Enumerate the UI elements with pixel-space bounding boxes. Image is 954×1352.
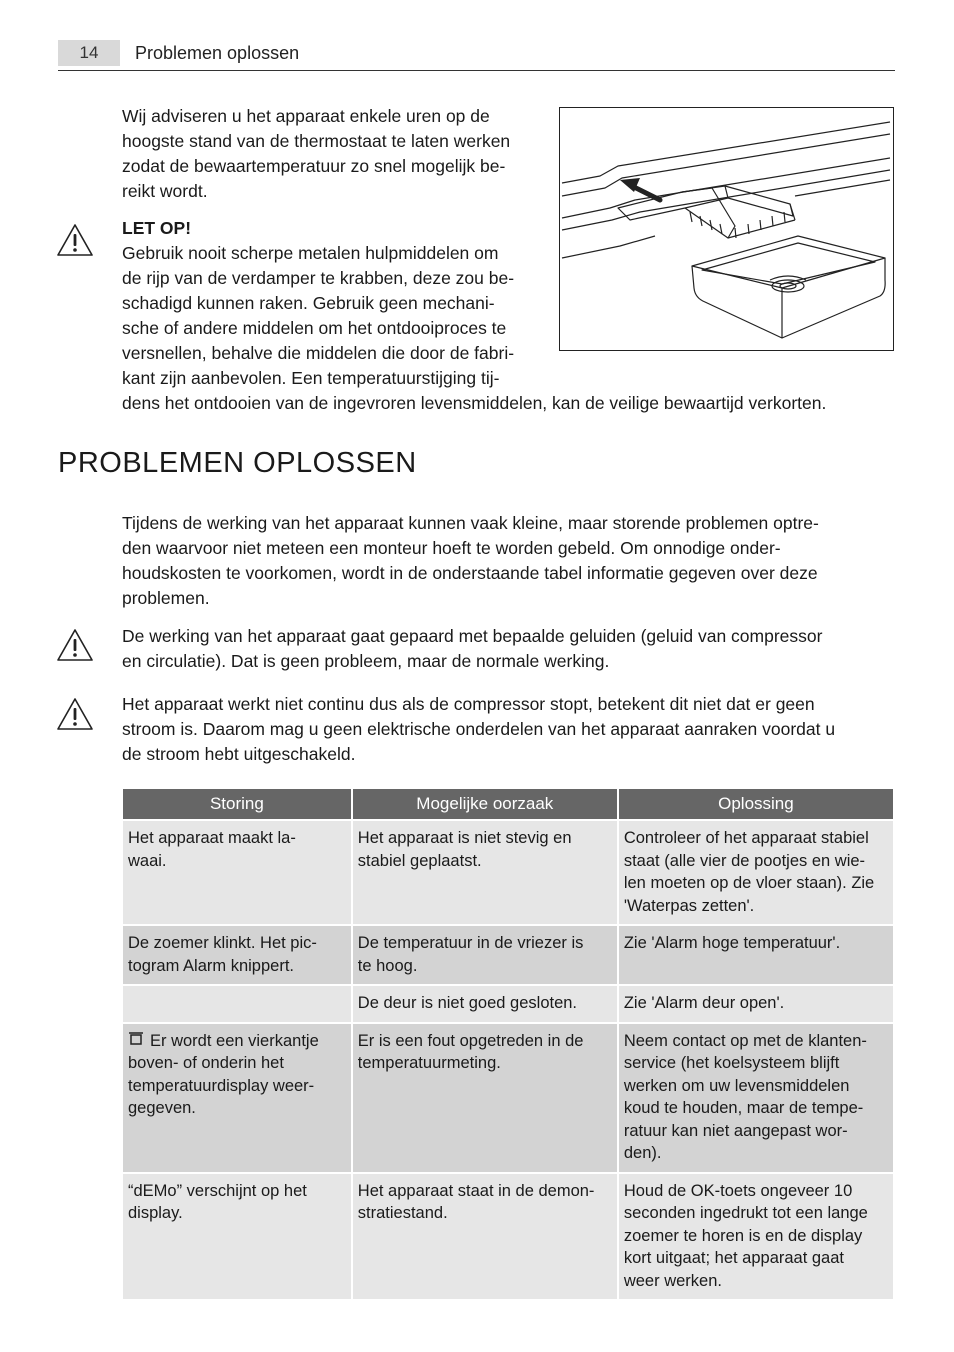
cell-line: Er is een fout opgetreden in de bbox=[357, 1031, 584, 1050]
text-line: stroom is. Daarom mag u geen elektrische onderdelen van het apparaat aanraken voordat u bbox=[122, 719, 836, 739]
text-line: kant zijn aanbevolen. Een temperatuurstijging tij- bbox=[122, 368, 500, 388]
cell-line: gegeven. bbox=[128, 1099, 196, 1117]
cell-line: waai. bbox=[128, 851, 167, 870]
table-row bbox=[123, 986, 893, 1022]
problem-cell bbox=[123, 1174, 351, 1300]
text-line: Wij adviseren u het apparaat enkele uren op de bbox=[122, 106, 490, 126]
text-line: hoogste stand van de thermostaat te laten werken bbox=[122, 131, 511, 151]
cell-line: zoemer te horen is en de display bbox=[623, 1226, 863, 1245]
text-line: dens het ontdooien van de ingevroren levensmiddelen, kan de veilige bewaartijd verkorten. bbox=[122, 393, 827, 413]
table-header-row bbox=[123, 789, 893, 819]
cell-line: 'Waterpas zetten'. bbox=[623, 896, 755, 915]
cell-line: service (het koelsysteem blijft bbox=[623, 1054, 840, 1072]
text-line: schadigd kunnen raken. Gebruik geen mechani- bbox=[122, 293, 495, 313]
text-line: Tijdens de werking van het apparaat kunnen vaak kleine, maar storende problemen optre- bbox=[122, 513, 819, 533]
section-title: PROBLEMEN OPLOSSEN bbox=[58, 447, 417, 479]
cell-line: “dEMo” verschijnt op het bbox=[128, 1181, 307, 1200]
cell-line: stabiel geplaatst. bbox=[357, 851, 482, 870]
cell-line: boven- of onderin het bbox=[128, 1054, 284, 1072]
column-header-oplossing: Oplossing bbox=[619, 789, 893, 819]
cause-cell bbox=[353, 986, 617, 1022]
cell-line: koud te houden, maar de tempe- bbox=[623, 1099, 864, 1117]
text-line: De werking van het apparaat gaat gepaard met bepaalde geluiden (geluid van compressor bbox=[122, 626, 823, 646]
cell-line: stratiestand. bbox=[357, 1204, 448, 1222]
solution-cell bbox=[619, 1024, 893, 1172]
cell-line: Controleer of het apparaat stabiel bbox=[623, 829, 869, 847]
cell-line: De temperatuur in de vriezer is bbox=[357, 934, 584, 952]
table-row bbox=[123, 821, 893, 924]
note-sounds bbox=[122, 624, 822, 674]
text-line: reikt wordt. bbox=[122, 181, 208, 201]
cell-line: De zoemer klinkt. Het pic- bbox=[128, 934, 317, 952]
cell-line: staat (alle vier de pootjes en wie- bbox=[623, 851, 866, 870]
text-line: Het apparaat werkt niet continu dus als de compressor stopt, betekent dit niet dat er geen bbox=[122, 694, 815, 714]
problem-cell bbox=[123, 1024, 351, 1172]
drain-channel-drawing bbox=[560, 108, 893, 350]
cell-line: Zie 'Alarm deur open'. bbox=[623, 994, 785, 1012]
cell-line: Houd de OK-toets ongeveer 10 bbox=[623, 1181, 853, 1200]
warning-triangle-icon bbox=[56, 222, 94, 258]
table-row bbox=[123, 1024, 893, 1172]
cause-cell bbox=[353, 821, 617, 924]
cause-cell bbox=[353, 1174, 617, 1300]
cause-cell bbox=[353, 1024, 617, 1172]
cell-line: seconden ingedrukt tot een lange bbox=[623, 1204, 868, 1222]
note-compressor bbox=[122, 692, 835, 767]
cell-line: temperatuurdisplay weer- bbox=[128, 1076, 315, 1095]
cell-line: ratuur kan niet aangepast wor- bbox=[623, 1121, 848, 1140]
text-line: en circulatie). Dat is geen probleem, maar de normale werking. bbox=[122, 651, 610, 671]
text-line: de stroom hebt uitgeschakeld. bbox=[122, 744, 356, 764]
header-divider bbox=[58, 70, 895, 71]
cell-line: temperatuurmeting. bbox=[357, 1054, 501, 1072]
running-title: Problemen oplossen bbox=[135, 43, 300, 63]
text-line: versnellen, behalve die middelen die door de fabri- bbox=[122, 343, 515, 363]
text-line: Gebruik nooit scherpe metalen hulpmiddelen om bbox=[122, 243, 499, 263]
page-number: 14 bbox=[58, 40, 120, 66]
cell-line: te hoog. bbox=[357, 956, 418, 975]
defrost-drain-illustration bbox=[559, 107, 894, 351]
warning-triangle-icon bbox=[56, 696, 94, 732]
cell-line: Het apparaat maakt la- bbox=[128, 829, 296, 847]
cell-line: len moeten op de vloer staan). Zie bbox=[623, 874, 875, 892]
text-line: houdskosten te voorkomen, wordt in de onderstaande tabel informatie gegeven over deze bbox=[122, 563, 818, 583]
cell-line: den). bbox=[623, 1144, 662, 1162]
cell-line: togram Alarm knippert. bbox=[128, 956, 294, 975]
intro-paragraph bbox=[122, 104, 510, 204]
cell-line: weer werken. bbox=[623, 1271, 722, 1290]
cell-line bbox=[128, 1030, 346, 1053]
text-line: de rijp van de verdamper te krabben, deze zou be- bbox=[122, 268, 515, 288]
text-line: zodat de bewaartemperatuur zo snel mogelijk be- bbox=[122, 156, 506, 176]
cause-cell bbox=[353, 926, 617, 984]
cell-line: Het apparaat staat in de demon- bbox=[357, 1181, 595, 1200]
problem-cell bbox=[123, 821, 351, 924]
cell-line: display. bbox=[128, 1204, 183, 1222]
table-row bbox=[123, 926, 893, 984]
cell-line: werken om uw levensmiddelen bbox=[623, 1076, 850, 1095]
square-indicator-icon bbox=[128, 1032, 144, 1047]
text-line: problemen. bbox=[122, 588, 210, 608]
warning-triangle-icon bbox=[56, 627, 94, 663]
cell-line: Het apparaat is niet stevig en bbox=[357, 829, 572, 847]
column-header-oorzaak: Mogelijke oorzaak bbox=[353, 789, 617, 819]
column-header-storing: Storing bbox=[123, 789, 351, 819]
cell-line: De deur is niet goed gesloten. bbox=[357, 994, 578, 1012]
section-intro bbox=[122, 511, 819, 611]
cell-line: Zie 'Alarm hoge temperatuur'. bbox=[623, 934, 841, 952]
table-row bbox=[123, 1174, 893, 1300]
cell-line: kort uitgaat; het apparaat gaat bbox=[623, 1249, 844, 1267]
cell-text: Er wordt een vierkantje bbox=[150, 1031, 319, 1050]
problem-cell bbox=[123, 926, 351, 984]
text-line: sche of andere middelen om het ontdooiproces te bbox=[122, 318, 507, 338]
solution-cell bbox=[619, 1174, 893, 1300]
problem-cell bbox=[123, 986, 351, 1022]
troubleshooting-table bbox=[121, 787, 895, 1301]
cell-line: Neem contact op met de klanten- bbox=[623, 1031, 867, 1050]
solution-cell bbox=[619, 926, 893, 984]
solution-cell bbox=[619, 986, 893, 1022]
caution-heading: LET OP! bbox=[122, 218, 192, 238]
text-line: den waarvoor niet meteen een monteur hoeft te worden gebeld. Om onnodige onder- bbox=[122, 538, 781, 558]
solution-cell bbox=[619, 821, 893, 924]
